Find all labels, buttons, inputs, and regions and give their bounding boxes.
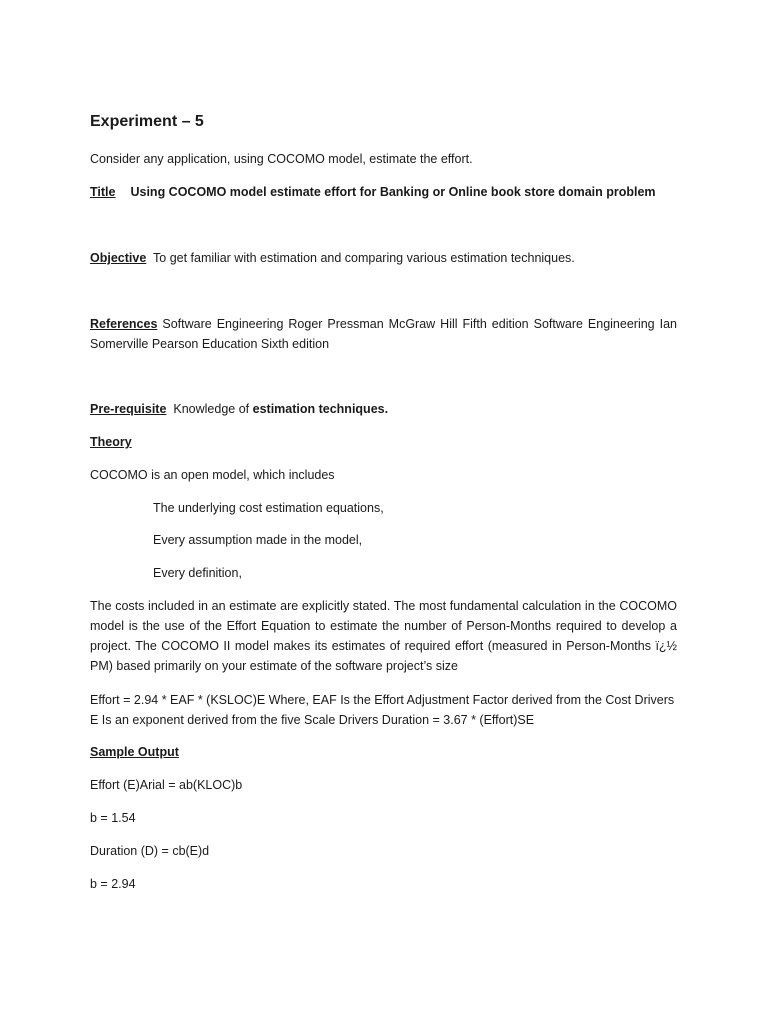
sample-output-label: Sample Output	[90, 745, 179, 759]
theory-item: The underlying cost estimation equations,	[153, 501, 384, 515]
prerequisite-bold-text: estimation techniques.	[252, 402, 389, 416]
effort-equation: Effort = 2.94 * EAF * (KSLOC)E Where, EAF Is the Effort Adjustment Factor derived from the Cost Drivers E Is an exponent derived from the five Scale Drivers Duration = 3.67 * (Effort)SE	[90, 693, 675, 727]
objective-text: To get familiar with estimation and comparing various estimation techniques.	[153, 251, 575, 265]
prerequisite-section	[90, 399, 677, 419]
prerequisite-label: Pre-requisite	[90, 402, 167, 416]
objective-section	[90, 248, 677, 268]
objective-label: Objective	[90, 251, 147, 265]
title-section	[90, 182, 677, 202]
page-heading: Experiment – 5	[90, 113, 204, 130]
sample-output-line: Effort (E)Arial = ab(KLOC)b	[90, 778, 243, 792]
references-text: Software Engineering Roger Pressman McGraw Hill Fifth edition Software Engineering Ian Somerville Pearson Education Sixth edition	[90, 317, 677, 351]
references-section	[90, 314, 677, 354]
theory-label: Theory	[90, 435, 132, 449]
title-text: Using COCOMO model estimate effort for Banking or Online book store domain problem	[130, 185, 656, 199]
intro-text: Consider any application, using COCOMO model, estimate the effort.	[90, 152, 473, 166]
sample-output-line: b = 2.94	[90, 877, 136, 891]
sample-output-heading	[90, 742, 677, 762]
references-label: References	[90, 317, 158, 331]
sample-output-line: Duration (D) = cb(E)d	[90, 844, 210, 858]
theory-item: Every definition,	[153, 566, 242, 580]
theory-paragraph: The costs included in an estimate are explicitly stated. The most fundamental calculation in the COCOMO model is the use of the Effort Equation to estimate the number of Person-Months required to develop a project. The COCOMO II model makes its estimates of required effort (measured in Person-Months ï¿½ PM) based primarily on your estimate of the software project’s size	[90, 599, 677, 673]
theory-intro: COCOMO is an open model, which includes	[90, 468, 335, 482]
theory-item: Every assumption made in the model,	[153, 533, 363, 547]
prerequisite-text: Knowledge of	[173, 402, 250, 416]
title-label: Title	[90, 185, 116, 199]
sample-output-line: b = 1.54	[90, 811, 136, 825]
theory-heading	[90, 432, 677, 452]
